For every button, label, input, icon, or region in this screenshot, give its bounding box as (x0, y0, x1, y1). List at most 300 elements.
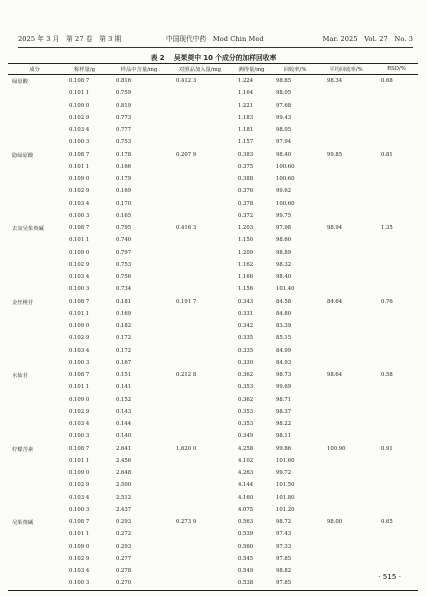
cell-sample-weight: 0.103 4 (69, 494, 90, 501)
cell-avg-recovery (317, 320, 375, 332)
cell-rsd (375, 87, 418, 99)
cell-avg-recovery: 100.90 (327, 445, 346, 452)
cell-recovery: 100.60 (276, 176, 295, 183)
cell-sample-weight: 0.108 7 (69, 298, 90, 305)
cell-avg-recovery (317, 553, 375, 565)
cell-avg-recovery (317, 308, 375, 320)
table-row (8, 577, 418, 590)
cell-sample-weight: 0.103 4 (69, 274, 90, 281)
cell-component (8, 406, 61, 418)
cell-avg-recovery (317, 565, 375, 577)
cell-component: 绿原酸 (12, 79, 28, 86)
header-journal-name: 中国现代中药 Mod Chin Med (166, 35, 264, 43)
table-row (8, 394, 418, 406)
cell-avg-recovery (317, 394, 375, 406)
cell-measured: 0.372 (238, 212, 254, 219)
cell-recovery: 98.60 (276, 237, 292, 244)
table-row (8, 430, 418, 442)
table-row (8, 553, 418, 565)
cell-sample-weight: 0.100 3 (69, 359, 90, 366)
cell-recovery: 101.20 (276, 506, 295, 513)
cell-recovery: 98.37 (276, 408, 292, 415)
cell-component (8, 504, 61, 516)
cell-measured: 0.353 (238, 408, 254, 415)
cell-measured: 1.203 (238, 225, 254, 232)
cell-measured: 1.221 (238, 102, 254, 109)
table-row (8, 161, 418, 173)
cell-sample-weight: 0.100 3 (61, 577, 108, 590)
cell-sample-weight: 0.102 9 (69, 261, 90, 268)
cell-avg-recovery (317, 504, 375, 516)
cell-rsd (375, 394, 418, 406)
cell-rsd (375, 185, 418, 197)
cell-sample-content: 0.179 (116, 176, 132, 183)
table-row (8, 479, 418, 491)
cell-sample-weight: 0.101 1 (69, 531, 90, 538)
cell-rsd (375, 308, 418, 320)
cell-recovery: 98.05 (276, 127, 292, 134)
cell-added-amount (170, 492, 230, 504)
cell-rsd (375, 541, 418, 553)
cell-added-amount (170, 467, 230, 479)
cell-rsd (375, 345, 418, 357)
cell-recovery: 99.62 (276, 188, 292, 195)
cell-sample-content: 0.272 (116, 531, 132, 538)
cell-component (8, 553, 61, 565)
cell-sample-content: 0.166 (116, 163, 132, 170)
cell-component: 吴茱萸碱 (12, 520, 34, 527)
table-row (8, 210, 418, 222)
cell-sample-weight: 0.109 0 (69, 176, 90, 183)
cell-sample-weight: 0.103 4 (69, 421, 90, 428)
cell-rsd (375, 406, 418, 418)
cell-sample-weight: 0.102 9 (69, 335, 90, 342)
cell-avg-recovery (317, 210, 375, 222)
table-row (8, 271, 418, 283)
col-header-sample-weight: 称样量/g (61, 64, 108, 75)
cell-rsd: 0.81 (381, 151, 393, 158)
cell-component (8, 357, 61, 369)
cell-avg-recovery (317, 345, 375, 357)
cell-recovery: 101.50 (276, 482, 295, 489)
cell-avg-recovery (317, 124, 375, 136)
cell-component (8, 283, 61, 295)
cell-rsd (375, 112, 418, 124)
cell-sample-weight: 0.101 1 (69, 310, 90, 317)
table-row (8, 124, 418, 136)
cell-measured: 1.150 (238, 237, 254, 244)
cell-recovery: 84.58 (276, 298, 292, 305)
cell-component (8, 430, 61, 442)
cell-sample-weight: 0.101 1 (69, 237, 90, 244)
cell-sample-content: 0.277 (116, 555, 132, 562)
cell-recovery: 98.32 (276, 261, 292, 268)
table-number: 表 2 (150, 54, 165, 62)
cell-measured: 4.144 (238, 482, 254, 489)
cell-rsd (375, 553, 418, 565)
cell-recovery: 84.93 (276, 359, 292, 366)
cell-component (8, 100, 61, 112)
cell-measured: 0.342 (238, 323, 254, 330)
table-header-row (8, 64, 418, 75)
cell-avg-recovery (317, 467, 375, 479)
cell-rsd (375, 332, 418, 344)
cell-avg-recovery (317, 136, 375, 148)
cell-sample-weight: 0.102 9 (69, 408, 90, 415)
cell-added-amount (170, 541, 230, 553)
cell-recovery: 98.71 (276, 396, 292, 403)
cell-rsd: 1.35 (381, 225, 393, 232)
cell-sample-content: 0.151 (116, 372, 132, 379)
recovery-table (8, 63, 418, 591)
cell-component: 水仙苷 (12, 373, 28, 380)
cell-added-amount (170, 173, 230, 185)
table-row (8, 198, 418, 210)
cell-sample-content: 0.797 (116, 249, 132, 256)
cell-sample-weight: 0.108 7 (69, 519, 90, 526)
cell-recovery: 97.98 (276, 225, 292, 232)
cell-measured: 1.166 (238, 274, 254, 281)
cell-added-amount (170, 553, 230, 565)
table-row (8, 455, 418, 467)
cell-rsd (375, 479, 418, 491)
cell-avg-recovery: 98.94 (327, 225, 343, 232)
cell-avg-recovery (317, 173, 375, 185)
table-row (8, 381, 418, 393)
cell-avg-recovery (317, 185, 375, 197)
cell-avg-recovery (317, 430, 375, 442)
cell-sample-weight: 0.100 3 (69, 286, 90, 293)
cell-component (8, 210, 61, 222)
col-header-rsd: RSD/% (375, 64, 418, 75)
cell-measured: 1.164 (238, 90, 254, 97)
cell-measured: 0.545 (238, 555, 254, 562)
cell-recovery: 98.72 (276, 519, 292, 526)
cell-sample-content: 0.172 (116, 335, 132, 342)
cell-recovery: 99.75 (276, 212, 292, 219)
cell-measured: 1.183 (238, 114, 254, 121)
cell-added-amount (170, 565, 230, 577)
cell-recovery: 98.05 (276, 90, 292, 97)
cell-added-amount (170, 198, 230, 210)
cell-sample-content: 2.512 (116, 494, 132, 501)
cell-added-amount (170, 136, 230, 148)
cell-measured: 0.353 (238, 421, 254, 428)
cell-sample-weight: 0.101 1 (69, 384, 90, 391)
table-row (8, 75, 418, 88)
cell-component (8, 87, 61, 99)
cell-avg-recovery (317, 492, 375, 504)
cell-added-amount: 0.191 7 (176, 298, 197, 305)
table-row (8, 234, 418, 246)
table-row (8, 173, 418, 185)
cell-sample-content: 0.819 (116, 102, 132, 109)
table-row (8, 541, 418, 553)
header-issue-info-en: Mar. 2025 Vol. 27 No. 3 (322, 35, 413, 43)
table-row (8, 259, 418, 271)
table-row (8, 87, 418, 99)
table-body (8, 75, 418, 591)
col-header-sample-content: 样品中含量/mg (108, 64, 170, 75)
cell-component (8, 418, 61, 430)
cell-rsd (375, 320, 418, 332)
cell-added-amount (170, 345, 230, 357)
cell-avg-recovery: 98.64 (327, 372, 343, 379)
cell-rsd (375, 455, 418, 467)
cell-recovery: 98.40 (276, 274, 292, 281)
cell-sample-content: 0.182 (116, 323, 132, 330)
cell-recovery: 83.39 (276, 323, 292, 330)
cell-recovery: 84.80 (276, 310, 292, 317)
table-row (8, 528, 418, 540)
cell-component (8, 541, 61, 553)
page-number: · 515 · (378, 572, 401, 581)
cell-avg-recovery (317, 271, 375, 283)
cell-component (8, 320, 61, 332)
cell-sample-weight: 0.100 3 (69, 433, 90, 440)
cell-sample-content: 0.167 (116, 359, 132, 366)
cell-sample-content: 0.734 (116, 286, 132, 293)
table-row (8, 406, 418, 418)
cell-added-amount (170, 418, 230, 430)
cell-recovery: 98.82 (276, 568, 292, 575)
table-row (8, 283, 418, 295)
cell-sample-weight: 0.109 0 (69, 396, 90, 403)
table-caption (0, 52, 427, 62)
cell-measured: 0.362 (238, 396, 254, 403)
cell-recovery: 97.68 (276, 102, 292, 109)
cell-sample-weight: 0.101 1 (69, 90, 90, 97)
cell-recovery: 97.85 (276, 555, 292, 562)
cell-measured: 0.335 (238, 347, 254, 354)
table-row (8, 296, 418, 308)
cell-sample-content: 0.141 (116, 384, 132, 391)
cell-avg-recovery (317, 247, 375, 259)
cell-measured: 4.258 (238, 445, 254, 452)
cell-avg-recovery (317, 528, 375, 540)
cell-added-amount: 0.207 9 (176, 151, 197, 158)
cell-measured: 0.343 (238, 298, 254, 305)
cell-measured: 0.330 (238, 359, 254, 366)
cell-avg-recovery (317, 112, 375, 124)
cell-sample-content: 0.293 (116, 519, 132, 526)
cell-added-amount (170, 124, 230, 136)
cell-added-amount (170, 577, 230, 590)
cell-recovery: 99.43 (276, 114, 292, 121)
cell-sample-content: 0.756 (116, 274, 132, 281)
cell-sample-content: 2.456 (116, 457, 132, 464)
cell-avg-recovery (317, 259, 375, 271)
cell-sample-content: 0.170 (116, 200, 132, 207)
cell-avg-recovery (317, 100, 375, 112)
cell-rsd (375, 504, 418, 516)
cell-recovery: 98.11 (276, 433, 292, 440)
cell-rsd (375, 467, 418, 479)
cell-sample-content: 0.795 (116, 225, 132, 232)
cell-component (8, 479, 61, 491)
cell-sample-content: 0.178 (116, 151, 132, 158)
cell-sample-content: 0.144 (116, 421, 132, 428)
cell-component (8, 271, 61, 283)
cell-recovery: 97.33 (276, 543, 292, 550)
col-header-recovery: 回收率/% (273, 64, 317, 75)
cell-added-amount: 0.412 3 (176, 78, 197, 85)
cell-measured: 0.560 (238, 543, 254, 550)
cell-rsd (375, 161, 418, 173)
cell-avg-recovery (317, 234, 375, 246)
table-row (8, 100, 418, 112)
cell-sample-weight: 0.109 0 (69, 323, 90, 330)
cell-recovery: 98.40 (276, 151, 292, 158)
cell-measured: 0.538 (230, 577, 273, 590)
header-rule (18, 47, 413, 48)
cell-measured: 0.362 (238, 372, 254, 379)
cell-sample-content: 0.270 (108, 577, 170, 590)
cell-rsd (375, 492, 418, 504)
cell-added-amount (170, 479, 230, 491)
cell-added-amount (170, 308, 230, 320)
table-row (8, 492, 418, 504)
table-row (8, 418, 418, 430)
cell-sample-content: 2.437 (116, 506, 132, 513)
cell-sample-weight: 0.108 7 (69, 151, 90, 158)
cell-rsd (375, 418, 418, 430)
cell-component (8, 345, 61, 357)
cell-recovery: 84.99 (276, 347, 292, 354)
cell-sample-weight: 0.102 9 (69, 482, 90, 489)
cell-component (8, 247, 61, 259)
cell-component (8, 577, 61, 590)
cell-recovery: 99.72 (276, 470, 292, 477)
cell-measured: 4.160 (238, 494, 254, 501)
table-row (8, 504, 418, 516)
cell-component (8, 394, 61, 406)
cell-sample-weight: 0.108 7 (69, 225, 90, 232)
cell-component (8, 455, 61, 467)
col-header-avg-recovery: 平均回收率/% (317, 64, 375, 75)
cell-sample-weight: 0.101 1 (69, 457, 90, 464)
cell-added-amount (170, 381, 230, 393)
cell-sample-weight: 0.102 9 (69, 114, 90, 121)
cell-added-amount (170, 430, 230, 442)
table-row (8, 247, 418, 259)
cell-sample-content: 2.648 (116, 470, 132, 477)
cell-recovery: 100.60 (276, 200, 295, 207)
cell-sample-content: 0.172 (116, 347, 132, 354)
cell-added-amount (170, 271, 230, 283)
cell-sample-content: 0.753 (116, 139, 132, 146)
cell-avg-recovery (317, 87, 375, 99)
cell-measured: 1.156 (238, 286, 254, 293)
cell-avg-recovery: 98.34 (327, 78, 343, 85)
cell-avg-recovery (317, 577, 375, 590)
cell-rsd (375, 430, 418, 442)
cell-sample-weight: 0.103 4 (69, 568, 90, 575)
cell-component: 柠檬苦素 (12, 446, 34, 453)
running-header (18, 31, 413, 45)
cell-rsd: 0.58 (381, 372, 393, 379)
cell-rsd (375, 210, 418, 222)
cell-sample-weight: 0.109 0 (69, 543, 90, 550)
cell-rsd (375, 234, 418, 246)
cell-rsd (375, 198, 418, 210)
cell-component (8, 234, 61, 246)
cell-measured: 0.388 (238, 176, 254, 183)
cell-rsd (375, 357, 418, 369)
cell-measured: 4.102 (238, 457, 254, 464)
cell-sample-weight: 0.101 1 (69, 163, 90, 170)
cell-recovery: 97.85 (273, 577, 317, 590)
cell-sample-weight: 0.109 0 (69, 470, 90, 477)
cell-sample-content: 0.278 (116, 568, 132, 575)
cell-avg-recovery (317, 406, 375, 418)
cell-added-amount (170, 247, 230, 259)
cell-component (8, 173, 61, 185)
cell-rsd: 0.65 (381, 519, 393, 526)
cell-component: 隐绿原酸 (12, 152, 34, 159)
table-row (8, 565, 418, 577)
cell-component (8, 124, 61, 136)
cell-component (8, 161, 61, 173)
cell-avg-recovery (317, 418, 375, 430)
cell-sample-content: 0.293 (116, 543, 132, 550)
table-row (8, 136, 418, 148)
cell-added-amount (170, 357, 230, 369)
cell-avg-recovery (317, 455, 375, 467)
cell-sample-content: 0.773 (116, 114, 132, 121)
table-row (8, 332, 418, 344)
cell-rsd (375, 100, 418, 112)
cell-measured: 0.353 (238, 384, 254, 391)
cell-added-amount (170, 112, 230, 124)
cell-sample-weight: 0.102 9 (69, 555, 90, 562)
cell-avg-recovery: 99.85 (327, 151, 343, 158)
cell-recovery: 100.60 (276, 163, 295, 170)
cell-added-amount (170, 87, 230, 99)
cell-added-amount: 1.620 0 (176, 445, 197, 452)
cell-sample-content: 0.169 (116, 188, 132, 195)
cell-measured: 0.335 (238, 335, 254, 342)
cell-sample-content: 0.165 (116, 212, 132, 219)
col-header-measured: 测得量/mg (230, 64, 273, 75)
cell-sample-content: 0.816 (116, 78, 132, 85)
cell-added-amount (170, 161, 230, 173)
cell-component (8, 259, 61, 271)
cell-rsd (375, 283, 418, 295)
cell-added-amount: 0.212 8 (176, 372, 197, 379)
cell-avg-recovery (317, 332, 375, 344)
cell-recovery: 98.22 (276, 421, 292, 428)
cell-sample-weight: 0.108 7 (69, 78, 90, 85)
cell-sample-weight: 0.109 0 (69, 249, 90, 256)
table-row (8, 516, 418, 528)
cell-sample-weight: 0.109 0 (69, 102, 90, 109)
cell-avg-recovery: 84.64 (327, 298, 343, 305)
table-row (8, 357, 418, 369)
cell-recovery: 85.15 (276, 335, 292, 342)
cell-sample-weight: 0.100 3 (69, 139, 90, 146)
cell-rsd (375, 124, 418, 136)
cell-sample-weight: 0.103 4 (69, 127, 90, 134)
col-header-component: 成分 (8, 64, 61, 75)
cell-measured: 0.375 (238, 163, 254, 170)
cell-sample-content: 0.181 (116, 298, 132, 305)
cell-added-amount (170, 504, 230, 516)
cell-recovery: 101.60 (276, 457, 295, 464)
cell-recovery: 97.94 (276, 139, 292, 146)
header-issue-info: 2025 年 3 月 第 27 卷 第 3 期 (18, 35, 122, 43)
cell-added-amount (170, 283, 230, 295)
